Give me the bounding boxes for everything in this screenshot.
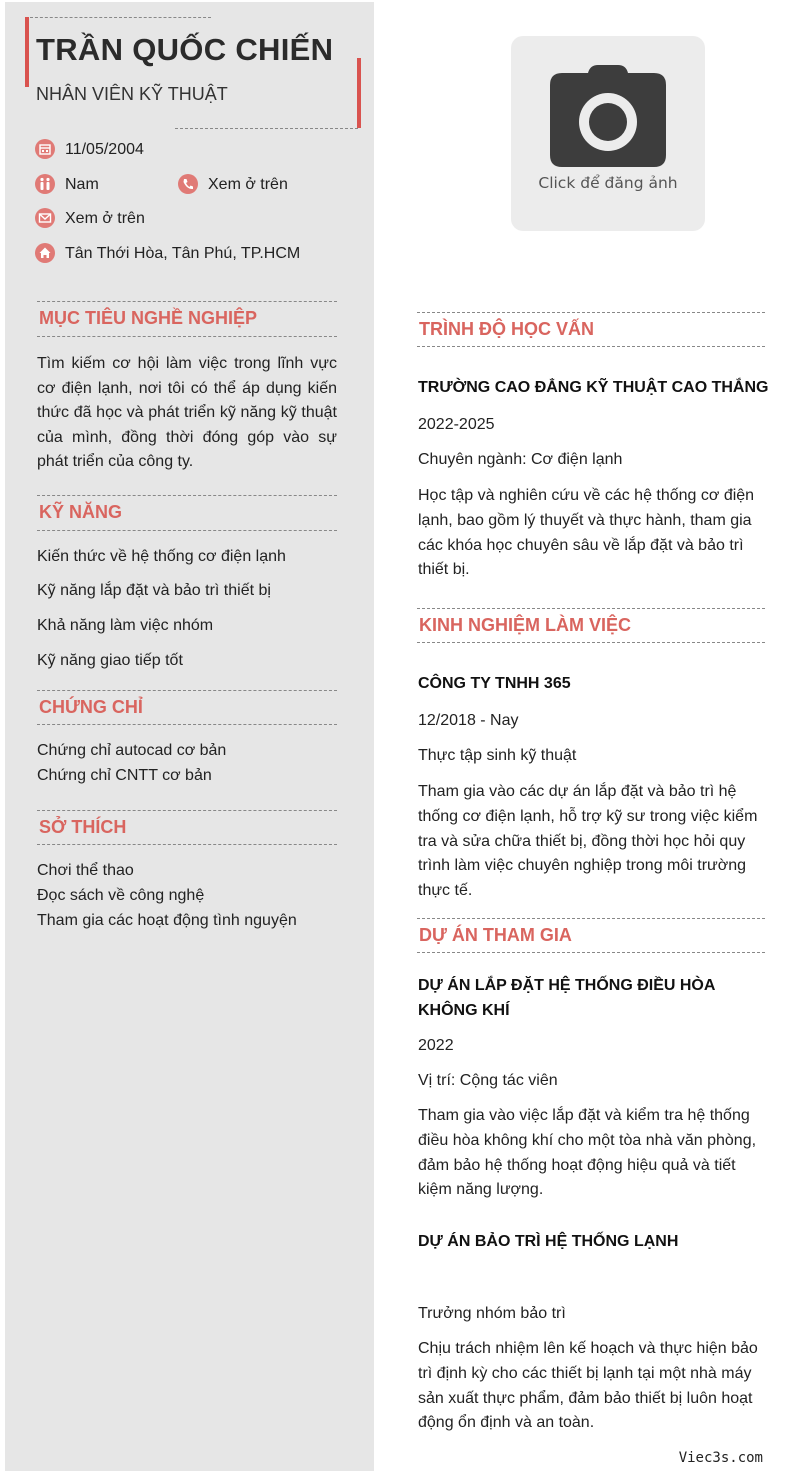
address: Tân Thới Hòa, Tân Phú, TP.HCM [65, 245, 301, 262]
hobby-item: Chơi thể thao [37, 862, 134, 879]
education-description: Học tập và nghiên cứu về các hệ thống cơ điện lạnh, bao gồm lý thuyết và thực hành, tham gia các khóa học chuyên sâu về lắp đặt và bảo trì thiết bị. [418, 487, 755, 579]
divider [37, 690, 337, 691]
divider [37, 530, 337, 531]
divider [37, 336, 337, 337]
phone: Xem ở trên [208, 176, 288, 193]
divider [37, 810, 337, 811]
skill-item: Kỹ năng lắp đặt và bảo trì thiết bị [37, 582, 271, 599]
phone-icon [178, 174, 198, 194]
home-icon [35, 243, 55, 263]
divider [37, 844, 337, 845]
divider [37, 495, 337, 496]
camera-icon [550, 65, 666, 167]
calendar-icon [35, 139, 55, 159]
project-name: DỰ ÁN LẮP ĐẶT HỆ THỐNG ĐIỀU HÒA KHÔNG KHÍ [418, 977, 715, 1019]
candidate-position: NHÂN VIÊN KỸ THUẬT [36, 84, 228, 104]
project-description: Tham gia vào việc lắp đặt và kiểm tra hệ thống điều hòa không khí cho một tòa nhà văn phòng, đảm bảo hệ thống hoạt động hiệu quả và tiết kiệm năng lượng. [418, 1107, 757, 1199]
objective-text: Tìm kiếm cơ hội làm việc trong lĩnh vực cơ điện lạnh, nơi tôi có thể áp dụng kiến thức đã học và phát triển kỹ năng kỹ thuật của mình, đồng thời đóng góp vào sự phát triển của công ty. [37, 355, 337, 470]
project-name: DỰ ÁN BẢO TRÌ HỆ THỐNG LẠNH [418, 1233, 679, 1250]
header-divider-bottom [175, 128, 358, 129]
project-year: 2022 [418, 1037, 454, 1054]
hobby-item: Đọc sách về công nghệ [37, 887, 205, 904]
divider [417, 918, 765, 919]
school-name: TRƯỜNG CAO ĐẲNG KỸ THUẬT CAO THẮNG [418, 379, 769, 396]
email-icon [35, 208, 55, 228]
header-accent-left [25, 17, 29, 87]
divider [417, 346, 765, 347]
experience-role: Thực tập sinh kỹ thuật [418, 747, 577, 764]
project-role: Trưởng nhóm bảo trì [418, 1305, 566, 1322]
hobbies-title: SỞ THÍCH [39, 817, 127, 837]
gender-icon [35, 174, 55, 194]
header-accent-right [357, 58, 361, 128]
experience-period: 12/2018 - Nay [418, 712, 519, 729]
skill-item: Khả năng làm việc nhóm [37, 617, 214, 634]
candidate-name: TRẦN QUỐC CHIẾN [36, 32, 334, 67]
skills-title: KỸ NĂNG [39, 502, 123, 522]
project-role: Vị trí: Cộng tác viên [418, 1072, 558, 1089]
certificate-item: Chứng chỉ CNTT cơ bản [37, 767, 212, 784]
divider [417, 952, 765, 953]
divider [417, 312, 765, 313]
sidebar [5, 2, 374, 1471]
education-title: TRÌNH ĐỘ HỌC VẤN [419, 319, 594, 339]
divider [417, 642, 765, 643]
education-period: 2022-2025 [418, 416, 495, 433]
hobby-item: Tham gia các hoạt động tình nguyện [37, 912, 297, 929]
project-description: Chịu trách nhiệm lên kế hoạch và thực hiện bảo trì định kỳ cho các thiết bị lạnh tại một nhà máy sản xuất thực phẩm, đảm bảo thiết bị luôn hoạt động ổn định và an toàn. [418, 1340, 758, 1432]
gender: Nam [65, 176, 99, 193]
divider [417, 608, 765, 609]
birthdate: 11/05/2004 [65, 141, 144, 158]
certificate-item: Chứng chỉ autocad cơ bản [37, 742, 227, 759]
header-divider-top [30, 17, 211, 18]
experience-description: Tham gia vào các dự án lắp đặt và bảo trì hệ thống cơ điện lạnh, hỗ trợ kỹ sư trong việc kiểm tra và sửa chữa thiết bị, đồng thời học hỏi quy trình làm việc chuyên nghiệp trong môi trường thực tế. [418, 783, 758, 900]
skill-item: Kiến thức về hệ thống cơ điện lạnh [37, 548, 286, 565]
objective-title: MỤC TIÊU NGHỀ NGHIỆP [39, 308, 258, 328]
certificates-title: CHỨNG CHỈ [39, 697, 143, 717]
projects-title: DỰ ÁN THAM GIA [419, 925, 572, 945]
photo-upload[interactable] [511, 36, 705, 231]
education-major: Chuyên ngành: Cơ điện lạnh [418, 451, 623, 468]
divider [37, 724, 337, 725]
company-name: CÔNG TY TNHH 365 [418, 675, 571, 692]
footer-brand: Viec3s.com [678, 1450, 763, 1466]
photo-upload-label: Click để đăng ảnh [538, 174, 678, 192]
experience-title: KINH NGHIỆM LÀM VIỆC [419, 615, 632, 635]
skill-item: Kỹ năng giao tiếp tốt [37, 652, 183, 669]
divider [37, 301, 337, 302]
email: Xem ở trên [65, 210, 145, 227]
